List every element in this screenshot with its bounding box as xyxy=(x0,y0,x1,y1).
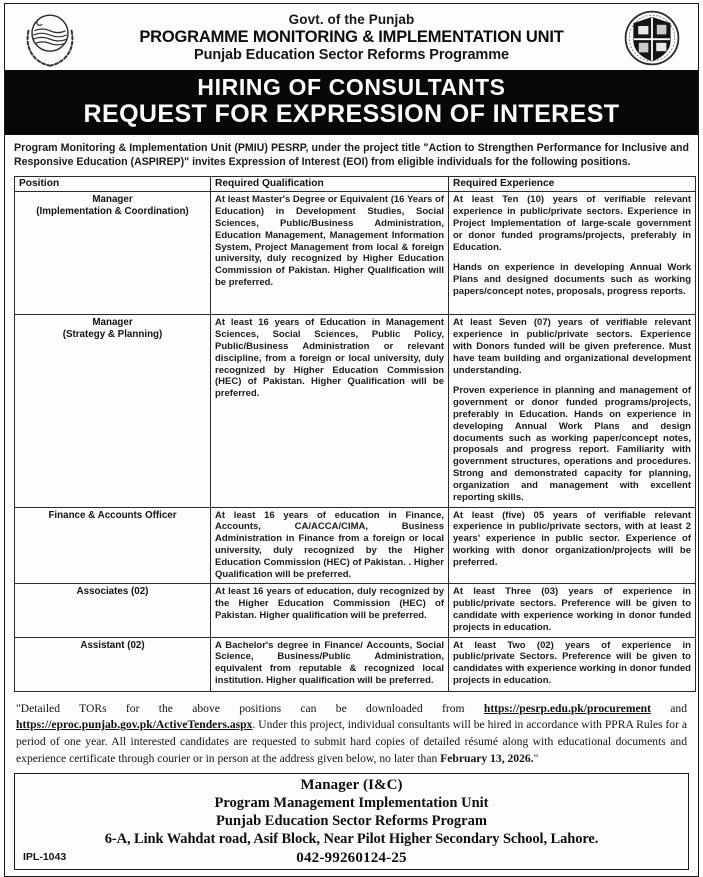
qualification-paragraph: At least Master's Degree or Equivalent (16 Years of Education) in Development Studies, Social Sciences, Public/Business Administration, Education Management, Management Information System, Project Management from local & foreign university, duly recognized by Higher Education Commission of Pakistan. Higher Qualification will be preferred. xyxy=(215,194,444,289)
banner xyxy=(4,70,699,135)
qualification-cell xyxy=(211,507,449,584)
qualification-cell xyxy=(211,637,449,691)
tor-download-link-eproc[interactable]: https://eproc.punjab.gov.pk/ActiveTenders.aspx xyxy=(16,718,253,732)
note-text-part-1: "Detailed TORs for the above positions can be downloaded from xyxy=(16,701,484,715)
banner-title-line-2: REQUEST FOR EXPRESSION OF INTEREST xyxy=(83,99,620,128)
experience-cell xyxy=(449,584,696,637)
note-text-part-4: " xyxy=(533,751,539,765)
table-row xyxy=(15,584,696,637)
note-text-part-3: . Under this project, individual consultants will be hired in accordance with PPRA Rules for a period of one year. All interested candidates are requested to submit hard copies of detailed résumé along with educational documents and experience certificate through courier or in person at the address given below, no later than xyxy=(16,718,687,765)
table-row xyxy=(15,507,696,584)
position-title: Assistant (02) xyxy=(80,639,145,651)
column-header-experience: Required Experience xyxy=(449,177,696,192)
signatory-title: Manager (I&C) xyxy=(300,777,403,794)
position-title: Manager xyxy=(92,317,133,329)
signatory-programme: Punjab Education Sector Reforms Program xyxy=(216,813,487,830)
experience-cell xyxy=(449,637,696,691)
masthead-line-1: Govt. of the Punjab xyxy=(288,11,415,27)
pmiu-pesrp-shield-icon xyxy=(622,8,682,68)
body-frame xyxy=(4,135,699,877)
masthead-line-2: PROGRAMME MONITORING & IMPLEMENTATION UNIT xyxy=(139,27,564,46)
experience-cell xyxy=(449,315,696,507)
contact-phone: 042-99260124-25 xyxy=(296,850,407,867)
positions-table xyxy=(14,176,696,691)
masthead-line-3: Punjab Education Sector Reforms Programme xyxy=(194,47,509,64)
signature-footer-row xyxy=(21,849,682,867)
experience-paragraph: At least Seven (07) years of verifiable relevant experience in public/private sectors. Experience with Donors funded will be given preference. Must have team building and organizational development understanding. xyxy=(453,317,691,376)
position-subtitle: (Strategy & Planning) xyxy=(62,329,163,341)
intro-paragraph: Program Monitoring & Implementation Unit (PMIU) PESRP, under the project title "Action to Strengthen Performance for Inclusive and Responsive Education (ASPIREP)" invites Expression of Interest (EOI) from eligible individuals for the following positions. xyxy=(14,141,689,168)
qualification-paragraph: At least 16 years of Education in Management Sciences, Social Sciences, Public Policy, Public/Business Administration or relevant discipline, from a foreign or local university, duly recognized by Higher Education Commission (HEC) of Pakistan. Higher Qualification will be preferred. xyxy=(215,317,444,400)
table-header-row xyxy=(15,177,696,192)
banner-title-line-1: HIRING OF CONSULTANTS xyxy=(197,74,506,100)
qualification-paragraph: A Bachelor's degree in Finance/ Accounts, Social Science, Business/Public Administration, equivalent from reputable & recognized local institution. Higher qualification will be preferred. xyxy=(215,639,444,687)
experience-paragraph: At least Ten (10) years of verifiable relevant experience in public/private sectors. Experience in Project Implementation of large-scale government or donor funded programs/projects, preferably in Education. xyxy=(453,194,691,253)
experience-cell xyxy=(449,192,696,315)
table-row xyxy=(15,315,696,507)
signatory-address: 6-A, Link Wahdat road, Asif Block, Near Pilot Higher Secondary School, Lahore. xyxy=(104,831,599,848)
table-row xyxy=(15,192,696,315)
masthead-text xyxy=(139,11,563,64)
experience-cell xyxy=(449,507,696,584)
qualification-cell xyxy=(211,584,449,637)
position-title: Finance & Accounts Officer xyxy=(48,509,177,521)
masthead xyxy=(4,3,699,70)
note-text-part-2: and xyxy=(650,701,687,715)
experience-paragraph: Hands on experience in developing Annual Work Plans and designed documents such as working papers/concept notes, proposals, progress reports. xyxy=(453,262,691,298)
signature-block xyxy=(14,773,689,870)
position-cell xyxy=(15,315,211,507)
qualification-cell xyxy=(211,315,449,507)
signatory-unit: Program Management Implementation Unit xyxy=(214,795,489,812)
experience-paragraph: At least Three (03) years of experience in public/private sectors. Preference will be given to candidate with experience working in donor funded projects in education. xyxy=(453,586,691,633)
experience-paragraph: At least (five) 05 years of verifiable relevant experience in public/private sectors, with at least 2 years' experience in public sector. Experience of working with donor organization/projects will be preferred. xyxy=(453,509,691,568)
experience-paragraph: Proven experience in planning and management of government or donor funded programs/projects, preferably in Education. Hands on experience in developing Annual Work Plans and design documents such as working paper/concept notes, proposals and progress report. Familiarity with government structures, operations and procedures. Strong and demonstrated capacity for planning, organization and management with excellent reporting skills. xyxy=(453,385,691,503)
qualification-cell xyxy=(211,192,449,315)
position-title: Manager xyxy=(92,194,133,206)
position-subtitle: (Implementation & Coordination) xyxy=(36,206,189,218)
experience-paragraph: At least Two (02) years of experience in public/private Sectors. Preference will be given to candidates with experience working in donor funded projects in education. xyxy=(453,639,691,687)
qualification-paragraph: At least 16 years of education in Finance, Accounts, CA/ACCA/CIMA, Business Administration in Finance from a foreign or local university, duly recognized by the Higher Education Commission (HEC) of Pakistan. . Higher Qualification will be preferred. xyxy=(215,509,444,580)
tor-download-link-pesrp[interactable]: https://pesrp.edu.pk/procurement xyxy=(483,701,651,715)
position-cell xyxy=(15,584,211,637)
position-cell xyxy=(15,637,211,691)
application-note xyxy=(16,701,687,768)
position-cell xyxy=(15,192,211,315)
position-cell xyxy=(15,507,211,584)
column-header-position: Position xyxy=(15,177,211,192)
punjab-government-crest-icon xyxy=(19,8,81,68)
reference-code: IPL-1043 xyxy=(23,851,67,864)
application-deadline: February 13, 2026. xyxy=(440,751,534,765)
column-header-qualification: Required Qualification xyxy=(211,177,449,192)
table-row xyxy=(15,637,696,691)
qualification-paragraph: At least 16 years of education, duly recognized by the Higher Education Commission (HEC) of Pakistan. Higher qualification will be preferred. xyxy=(215,586,444,622)
position-title: Associates (02) xyxy=(76,586,149,598)
